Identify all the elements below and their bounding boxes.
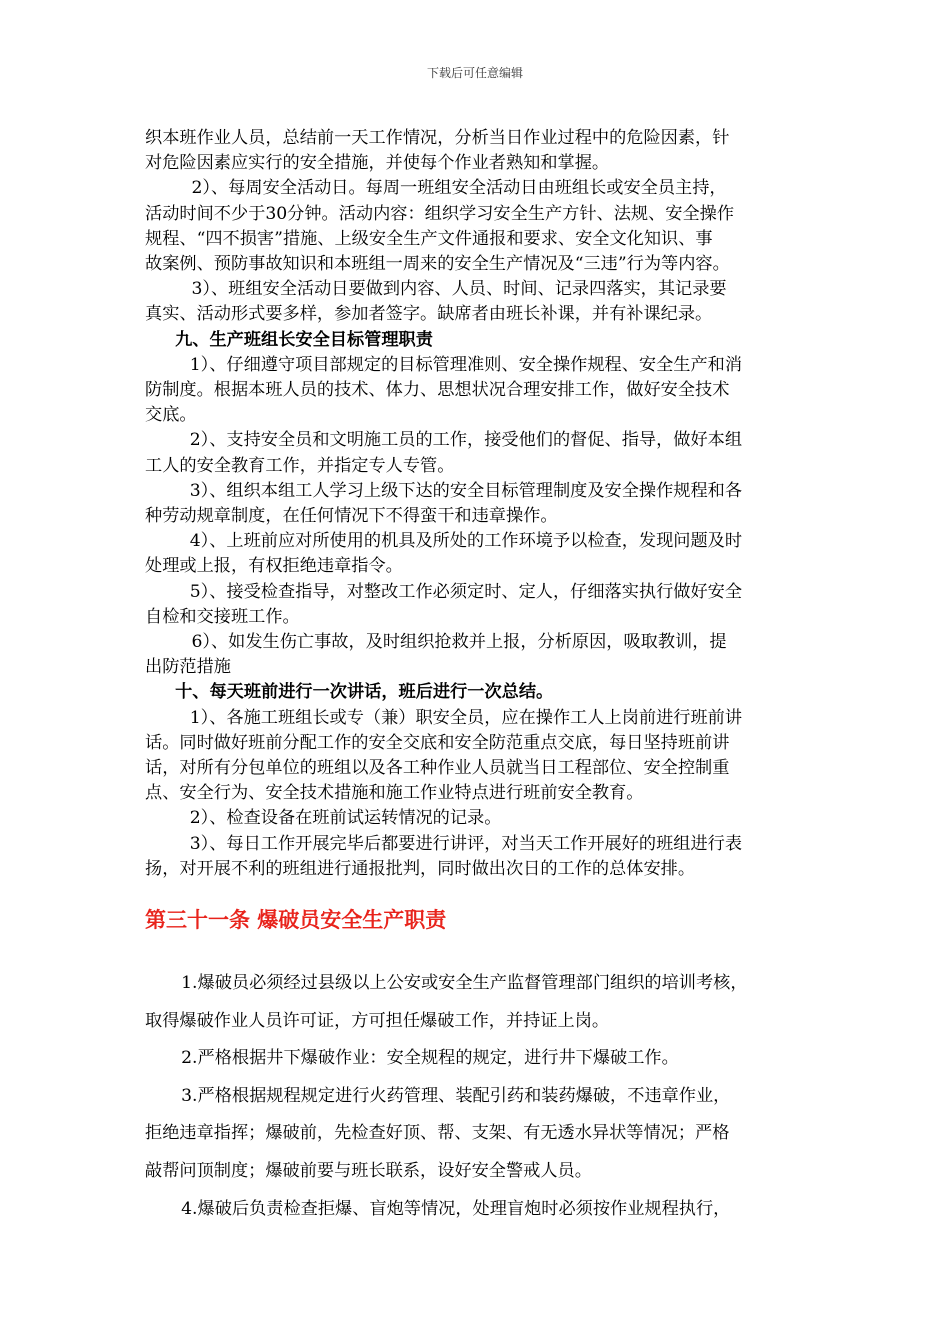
article-paragraph bbox=[145, 965, 811, 1040]
paragraph-line: 3）、班组安全活动日要做到内容、人员、时间、记录四落实，其记录要 bbox=[191, 279, 727, 300]
paragraph-line: 话。同时做好班前分配工作的安全交底和安全防范重点交底，每日坚持班前讲 bbox=[145, 732, 730, 753]
paragraph-line: 3）、每日工作开展完毕后都要进行讲评，对当天工作开展好的班组进行表 bbox=[189, 833, 743, 854]
article-line: 拒绝违章指挥；爆破前，先检查好顶、帮、支架、有无透水异状等情况；严格 bbox=[145, 1123, 730, 1144]
paragraph-line: 真实、活动形式要多样，参加者签字。缺席者由班长补课，并有补课纪录。 bbox=[145, 304, 713, 325]
paragraph-line: 出防范措施 bbox=[145, 657, 231, 678]
paragraph-line: 2）、支持安全员和文明施工员的工作，接受他们的督促、指导，做好本组 bbox=[189, 430, 743, 451]
paragraph-line: 2）、每周安全活动日。每周一班组安全活动日由班组长或安全员主持， bbox=[191, 178, 727, 199]
paragraph-line: 工人的安全教育工作，并指定专人专管。 bbox=[145, 455, 455, 476]
article-paragraph bbox=[145, 1078, 811, 1191]
article-title: 第三十一条 爆破员安全生产职责 bbox=[145, 907, 447, 933]
paragraph-line: 规程、“四不损害”措施、上级安全生产文件通报和要求、安全文化知识、事 bbox=[145, 228, 713, 249]
paragraph-line: 交底。 bbox=[145, 405, 197, 426]
document-body bbox=[145, 126, 811, 1228]
section-heading-9: 九、生产班组长安全目标管理职责 bbox=[175, 329, 433, 350]
paragraph-line: 扬，对开展不利的班组进行通报批判，同时做出次日的工作的总体安排。 bbox=[145, 858, 696, 879]
article-line: 3.严格根据规程规定进行火药管理、装配引药和装药爆破，不违章作业， bbox=[181, 1085, 731, 1106]
paragraph-line: 5）、接受检查指导，对整改工作必须定时、定人，仔细落实执行做好安全 bbox=[189, 581, 743, 602]
paragraph-line: 6）、如发生伤亡事故，及时组织抢救并上报，分析原因，吸取教训，提 bbox=[191, 632, 727, 653]
paragraph-line: 3）、组织本组工人学习上级下达的安全目标管理制度及安全操作规程和各 bbox=[189, 480, 743, 501]
article-paragraph bbox=[145, 1191, 811, 1229]
section-heading-10: 十、每天班前进行一次讲话，班后进行一次总结。 bbox=[175, 682, 554, 703]
paragraph-line: 织本班作业人员，总结前一天工作情况，分析当日作业过程中的危险因素，针 bbox=[145, 128, 730, 148]
article-line: 1.爆破员必须经过县级以上公安或安全生产监督管理部门组织的培训考核， bbox=[181, 973, 748, 994]
article-paragraph bbox=[145, 1040, 811, 1078]
paragraph-line: 点、安全行为、安全技术措施和施工作业特点进行班前安全教育。 bbox=[145, 783, 644, 804]
paragraph-line: 防制度。根据本班人员的技术、体力、思想状况合理安排工作，做好安全技术 bbox=[145, 380, 730, 401]
paragraph-line: 1）、仔细遵守项目部规定的目标管理准则、安全操作规程、安全生产和消 bbox=[189, 354, 743, 375]
article-line: 敲帮问顶制度；爆破前要与班长联系，设好安全警戒人员。 bbox=[145, 1161, 592, 1182]
paragraph-line: 自检和交接班工作。 bbox=[145, 606, 300, 627]
paragraph-line: 1）、各施工班组长或专（兼）职安全员，应在操作工人上岗前进行班前讲 bbox=[189, 707, 743, 728]
page-header: 下载后可任意编辑 bbox=[426, 66, 523, 80]
article-line: 取得爆破作业人员许可证，方可担任爆破工作，并持证上岗。 bbox=[145, 1010, 610, 1031]
article-line: 2.严格根据井下爆破作业：安全规程的规定，进行井下爆破工作。 bbox=[181, 1048, 679, 1069]
paragraph-line: 处理或上报，有权拒绝违章指令。 bbox=[145, 556, 403, 577]
paragraph-line: 对危险因素应实行的安全措施，并使每个作业者熟知和掌握。 bbox=[145, 153, 610, 174]
paragraph-line: 活动时间不少于30分钟。活动内容：组织学习安全生产方针、法规、安全操作 bbox=[145, 203, 735, 224]
paragraph-line: 故案例、预防事故知识和本班组一周来的安全生产情况及“三违”行为等内容。 bbox=[145, 254, 730, 275]
paragraph-line: 4）、上班前应对所使用的机具及所处的工作环境予以检查，发现问题及时 bbox=[189, 531, 743, 552]
paragraph-line: 话，对所有分包单位的班组以及各工种作业人员就当日工程部位、安全控制重 bbox=[145, 758, 730, 779]
paragraph-line: 2）、检查设备在班前试运转情况的记录。 bbox=[189, 808, 502, 829]
article-line: 4.爆破后负责检查拒爆、盲炮等情况，处理盲炮时必须按作业规程执行， bbox=[181, 1198, 731, 1219]
paragraph-line: 种劳动规章制度，在任何情况下不得蛮干和违章操作。 bbox=[145, 506, 558, 527]
